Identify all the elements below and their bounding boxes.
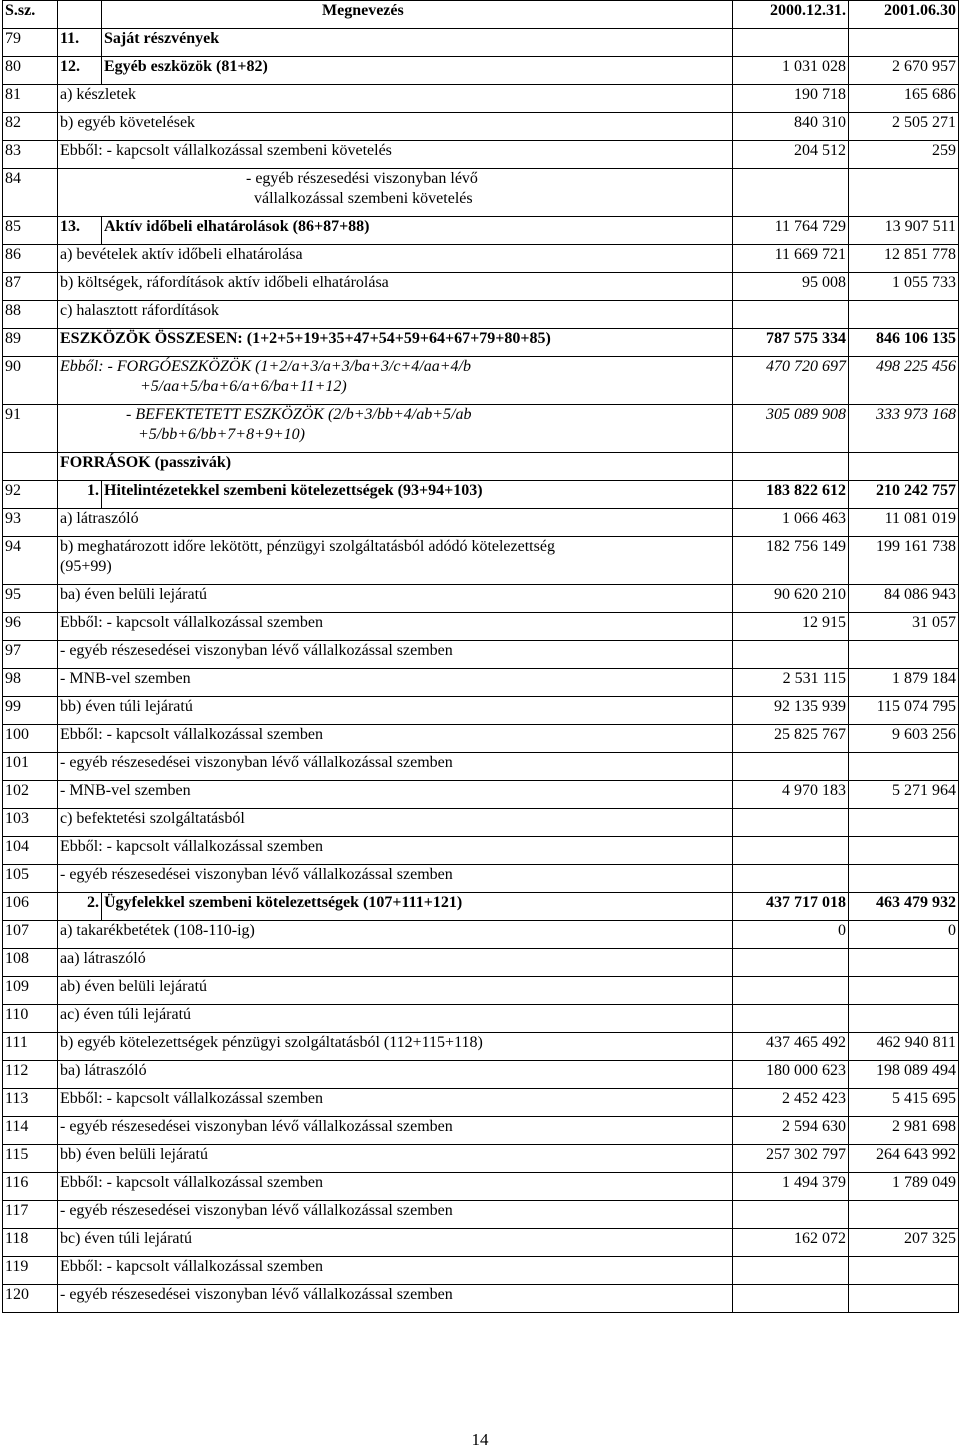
row-name-line1: b) meghatározott időre lekötött, pénzügyi szolgáltatásból adódó kötelezettség [60, 538, 555, 555]
row-name: Ebből: - kapcsolt vállalkozással szemben [58, 1257, 733, 1285]
section-title [58, 453, 733, 481]
row-value-2000: 4 970 183 [733, 781, 849, 809]
table-row [3, 57, 959, 85]
row-name: ba) éven belüli lejáratú [58, 585, 733, 613]
row-value-2001: 198 089 494 [849, 1061, 959, 1089]
section-header-row [3, 453, 959, 481]
row-value-2000: 437 465 492 [733, 1033, 849, 1061]
row-value-2000: 183 822 612 [733, 481, 849, 509]
table-row [3, 1005, 959, 1033]
row-prefix: 12. [58, 57, 102, 85]
row-name: Ebből: - kapcsolt vállalkozással szemben [58, 725, 733, 753]
row-value-2000: 90 620 210 [733, 585, 849, 613]
row-value-2000 [733, 865, 849, 893]
row-number: 112 [3, 1061, 58, 1089]
row-name: - egyéb részesedései viszonyban lévő vállalkozással szemben [58, 1117, 733, 1145]
row-value-2000: 0 [733, 921, 849, 949]
row-name: b) egyéb kötelezettségek pénzügyi szolgáltatásból (112+115+118) [58, 1033, 733, 1061]
table-row [3, 405, 959, 453]
row-value-2000 [733, 977, 849, 1005]
table-header-row [3, 1, 959, 29]
row-number: 110 [3, 1005, 58, 1033]
table-row [3, 1285, 959, 1313]
row-value-2000: 11 669 721 [733, 245, 849, 273]
row-value-2000: 470 720 697 [733, 357, 849, 405]
row-value-2001 [849, 1257, 959, 1285]
row-name: Hitelintézetekkel szembeni kötelezettségek (93+94+103) [102, 481, 733, 509]
row-name-line1: - egyéb részesedési viszonyban lévő [246, 170, 478, 187]
table-row [3, 641, 959, 669]
row-number: 101 [3, 753, 58, 781]
table-row [3, 893, 959, 921]
row-name: - egyéb részesedései viszonyban lévő vállalkozással szemben [58, 1201, 733, 1229]
row-name: Ügyfelekkel szembeni kötelezettségek (107+111+121) [102, 893, 733, 921]
row-value-2001 [849, 1285, 959, 1313]
row-name: a) látraszóló [58, 509, 733, 537]
row-value-2001: 2 505 271 [849, 113, 959, 141]
row-value-2001: 11 081 019 [849, 509, 959, 537]
row-number: 79 [3, 29, 58, 57]
row-number: 95 [3, 585, 58, 613]
row-value-2000: 190 718 [733, 85, 849, 113]
row-value-2000 [733, 753, 849, 781]
header-date-2000: 2000.12.31. [733, 1, 849, 29]
row-value-2000: 787 575 334 [733, 329, 849, 357]
table-row [3, 1229, 959, 1257]
table-row [3, 1061, 959, 1089]
table-row [3, 809, 959, 837]
row-value-2001: 462 940 811 [849, 1033, 959, 1061]
row-value-2001: 12 851 778 [849, 245, 959, 273]
row-name-line1: - BEFEKTETETT ESZKÖZÖK (2/b+3/bb+4/ab+5/ab [126, 406, 472, 423]
page-number: 14 [471, 1430, 489, 1449]
row-value-2001 [849, 977, 959, 1005]
row-value-2000: 2 594 630 [733, 1117, 849, 1145]
row-value-2001 [849, 1201, 959, 1229]
row-value-2000 [733, 837, 849, 865]
row-name: a) takarékbetétek (108-110-ig) [58, 921, 733, 949]
row-value-2001: 259 [849, 141, 959, 169]
row-name: - egyéb részesedései viszonyban lévő vállalkozással szemben [58, 1285, 733, 1313]
row-number: 88 [3, 301, 58, 329]
table-row [3, 753, 959, 781]
row-value-2000: 95 008 [733, 273, 849, 301]
row-value-2000 [733, 641, 849, 669]
row-name: - egyéb részesedései viszonyban lévő vállalkozással szemben [58, 865, 733, 893]
table-row [3, 1173, 959, 1201]
row-number: 111 [3, 1033, 58, 1061]
row-value-2000 [733, 809, 849, 837]
row-name: Aktív időbeli elhatárolások (86+87+88) [102, 217, 733, 245]
row-value-2001 [849, 29, 959, 57]
row-value-2000: 437 717 018 [733, 893, 849, 921]
row-name: Saját részvények [102, 29, 733, 57]
row-number: 85 [3, 217, 58, 245]
row-name [58, 537, 733, 585]
table-row [3, 113, 959, 141]
table-row [3, 1033, 959, 1061]
row-prefix: 11. [58, 29, 102, 57]
row-value-2001 [849, 641, 959, 669]
row-value-2001: 9 603 256 [849, 725, 959, 753]
row-value-2001 [849, 753, 959, 781]
row-value-2001: 5 415 695 [849, 1089, 959, 1117]
table-row [3, 781, 959, 809]
row-prefix: 13. [58, 217, 102, 245]
row-value-2000: 182 756 149 [733, 537, 849, 585]
row-value-2000: 1 031 028 [733, 57, 849, 85]
row-value-2001: 5 271 964 [849, 781, 959, 809]
row-number: 120 [3, 1285, 58, 1313]
row-number: 99 [3, 697, 58, 725]
row-number: 97 [3, 641, 58, 669]
row-name [58, 169, 733, 217]
table-row [3, 29, 959, 57]
row-number: 103 [3, 809, 58, 837]
row-value-2000 [733, 1201, 849, 1229]
table-row [3, 865, 959, 893]
row-value-2000: 1 066 463 [733, 509, 849, 537]
row-number: 98 [3, 669, 58, 697]
row-value-2000 [733, 1005, 849, 1033]
row-name-line2: +5/aa+5/ba+6/a+6/ba+11+12) [140, 378, 347, 395]
row-value-2000: 2 452 423 [733, 1089, 849, 1117]
row-value-2001 [849, 453, 959, 481]
row-value-2001: 498 225 456 [849, 357, 959, 405]
row-name-line2: +5/bb+6/bb+7+8+9+10) [138, 426, 305, 443]
table-row [3, 669, 959, 697]
row-value-2001: 31 057 [849, 613, 959, 641]
row-name: - MNB-vel szemben [58, 781, 733, 809]
header-spacer [58, 1, 102, 29]
table-row [3, 85, 959, 113]
row-value-2001: 207 325 [849, 1229, 959, 1257]
table-row [3, 949, 959, 977]
row-value-2001: 199 161 738 [849, 537, 959, 585]
row-name-line1: Ebből: - FORGÓESZKÖZÖK (1+2/a+3/a+3/ba+3/c+4/aa+4/b [60, 358, 471, 375]
row-value-2000 [733, 29, 849, 57]
row-value-2000: 257 302 797 [733, 1145, 849, 1173]
row-name: Ebből: - kapcsolt vállalkozással szemben [58, 837, 733, 865]
row-number: 92 [3, 481, 58, 509]
row-name: Ebből: - kapcsolt vállalkozással szemben [58, 613, 733, 641]
row-number: 90 [3, 357, 58, 405]
row-number: 82 [3, 113, 58, 141]
row-value-2000 [733, 1257, 849, 1285]
row-number: 116 [3, 1173, 58, 1201]
row-name: c) halasztott ráfordítások [58, 301, 733, 329]
row-value-2001: 333 973 168 [849, 405, 959, 453]
row-value-2001: 0 [849, 921, 959, 949]
row-value-2001: 115 074 795 [849, 697, 959, 725]
table-row [3, 921, 959, 949]
row-number: 89 [3, 329, 58, 357]
row-name: - MNB-vel szemben [58, 669, 733, 697]
row-name: ba) látraszóló [58, 1061, 733, 1089]
row-value-2000: 11 764 729 [733, 217, 849, 245]
table-row [3, 725, 959, 753]
table-row [3, 1201, 959, 1229]
table-row [3, 1145, 959, 1173]
row-value-2001 [849, 809, 959, 837]
table-row [3, 977, 959, 1005]
table-row [3, 217, 959, 245]
row-value-2000 [733, 949, 849, 977]
row-value-2001: 1 055 733 [849, 273, 959, 301]
row-name-line2: (95+99) [60, 558, 112, 575]
row-value-2001: 2 981 698 [849, 1117, 959, 1145]
row-number: 100 [3, 725, 58, 753]
row-name: ESZKÖZÖK ÖSSZESEN: (1+2+5+19+35+47+54+59+64+67+79+80+85) [58, 329, 733, 357]
row-value-2001: 165 686 [849, 85, 959, 113]
row-name: - egyéb részesedései viszonyban lévő vállalkozással szemben [58, 641, 733, 669]
row-value-2000: 12 915 [733, 613, 849, 641]
header-serial-number: S.sz. [3, 1, 58, 29]
header-name: Megnevezés [102, 1, 733, 29]
row-name: a) készletek [58, 85, 733, 113]
row-value-2000: 162 072 [733, 1229, 849, 1257]
row-name: a) bevételek aktív időbeli elhatárolása [58, 245, 733, 273]
row-name [58, 405, 733, 453]
row-name: aa) látraszóló [58, 949, 733, 977]
table-row [3, 537, 959, 585]
row-value-2001: 1 879 184 [849, 669, 959, 697]
row-number: 119 [3, 1257, 58, 1285]
row-number: 113 [3, 1089, 58, 1117]
row-number: 118 [3, 1229, 58, 1257]
row-value-2000 [733, 169, 849, 217]
row-value-2001: 210 242 757 [849, 481, 959, 509]
row-value-2000: 204 512 [733, 141, 849, 169]
row-value-2000 [733, 1285, 849, 1313]
row-value-2000: 1 494 379 [733, 1173, 849, 1201]
header-date-2001: 2001.06.30 [849, 1, 959, 29]
row-name: c) befektetési szolgáltatásból [58, 809, 733, 837]
row-name: bc) éven túli lejáratú [58, 1229, 733, 1257]
table-row [3, 837, 959, 865]
table-row [3, 141, 959, 169]
row-value-2001: 13 907 511 [849, 217, 959, 245]
table-row [3, 1089, 959, 1117]
row-number: 108 [3, 949, 58, 977]
table-row [3, 1117, 959, 1145]
row-value-2001 [849, 865, 959, 893]
row-number: 104 [3, 837, 58, 865]
row-number: 106 [3, 893, 58, 921]
row-value-2000 [733, 453, 849, 481]
row-number [3, 453, 58, 481]
row-value-2001 [849, 301, 959, 329]
row-name: - egyéb részesedései viszonyban lévő vállalkozással szemben [58, 753, 733, 781]
row-value-2000: 25 825 767 [733, 725, 849, 753]
table-row [3, 169, 959, 217]
row-number: 107 [3, 921, 58, 949]
row-name: Ebből: - kapcsolt vállalkozással szemben [58, 1173, 733, 1201]
row-name: b) költségek, ráfordítások aktív időbeli elhatárolása [58, 273, 733, 301]
row-name: Ebből: - kapcsolt vállalkozással szembeni követelés [58, 141, 733, 169]
row-value-2001 [849, 949, 959, 977]
row-value-2001: 1 789 049 [849, 1173, 959, 1201]
row-number: 117 [3, 1201, 58, 1229]
table-row [3, 481, 959, 509]
table-row [3, 357, 959, 405]
row-number: 87 [3, 273, 58, 301]
balance-sheet-table [2, 0, 959, 1313]
row-prefix: 2. [58, 893, 102, 921]
row-value-2000: 2 531 115 [733, 669, 849, 697]
row-number: 102 [3, 781, 58, 809]
row-name: bb) éven belüli lejáratú [58, 1145, 733, 1173]
table-row [3, 613, 959, 641]
row-number: 84 [3, 169, 58, 217]
row-value-2001: 264 643 992 [849, 1145, 959, 1173]
row-value-2001: 2 670 957 [849, 57, 959, 85]
row-name: b) egyéb követelések [58, 113, 733, 141]
row-value-2001: 84 086 943 [849, 585, 959, 613]
row-number: 96 [3, 613, 58, 641]
row-name-line2: vállalkozással szembeni követelés [254, 190, 473, 207]
row-value-2001 [849, 837, 959, 865]
row-value-2000: 840 310 [733, 113, 849, 141]
row-number: 86 [3, 245, 58, 273]
row-number: 80 [3, 57, 58, 85]
table-row [3, 509, 959, 537]
table-row [3, 245, 959, 273]
section-title-text: FORRÁSOK (passzivák) [60, 454, 232, 471]
row-number: 105 [3, 865, 58, 893]
row-value-2000: 92 135 939 [733, 697, 849, 725]
row-value-2000: 180 000 623 [733, 1061, 849, 1089]
table-row [3, 585, 959, 613]
row-name: ac) éven túli lejáratú [58, 1005, 733, 1033]
table-row [3, 697, 959, 725]
row-prefix: 1. [58, 481, 102, 509]
row-name: ab) éven belüli lejáratú [58, 977, 733, 1005]
table-row [3, 273, 959, 301]
row-number: 94 [3, 537, 58, 585]
row-value-2000 [733, 301, 849, 329]
row-number: 83 [3, 141, 58, 169]
row-number: 91 [3, 405, 58, 453]
table-row [3, 301, 959, 329]
row-number: 93 [3, 509, 58, 537]
row-number: 109 [3, 977, 58, 1005]
row-name: bb) éven túli lejáratú [58, 697, 733, 725]
row-number: 114 [3, 1117, 58, 1145]
row-name: Ebből: - kapcsolt vállalkozással szemben [58, 1089, 733, 1117]
row-name [58, 357, 733, 405]
table-row [3, 329, 959, 357]
row-value-2000: 305 089 908 [733, 405, 849, 453]
row-value-2001: 846 106 135 [849, 329, 959, 357]
row-number: 115 [3, 1145, 58, 1173]
row-number: 81 [3, 85, 58, 113]
table-row [3, 1257, 959, 1285]
row-name: Egyéb eszközök (81+82) [102, 57, 733, 85]
row-value-2001: 463 479 932 [849, 893, 959, 921]
row-value-2001 [849, 1005, 959, 1033]
row-value-2001 [849, 169, 959, 217]
